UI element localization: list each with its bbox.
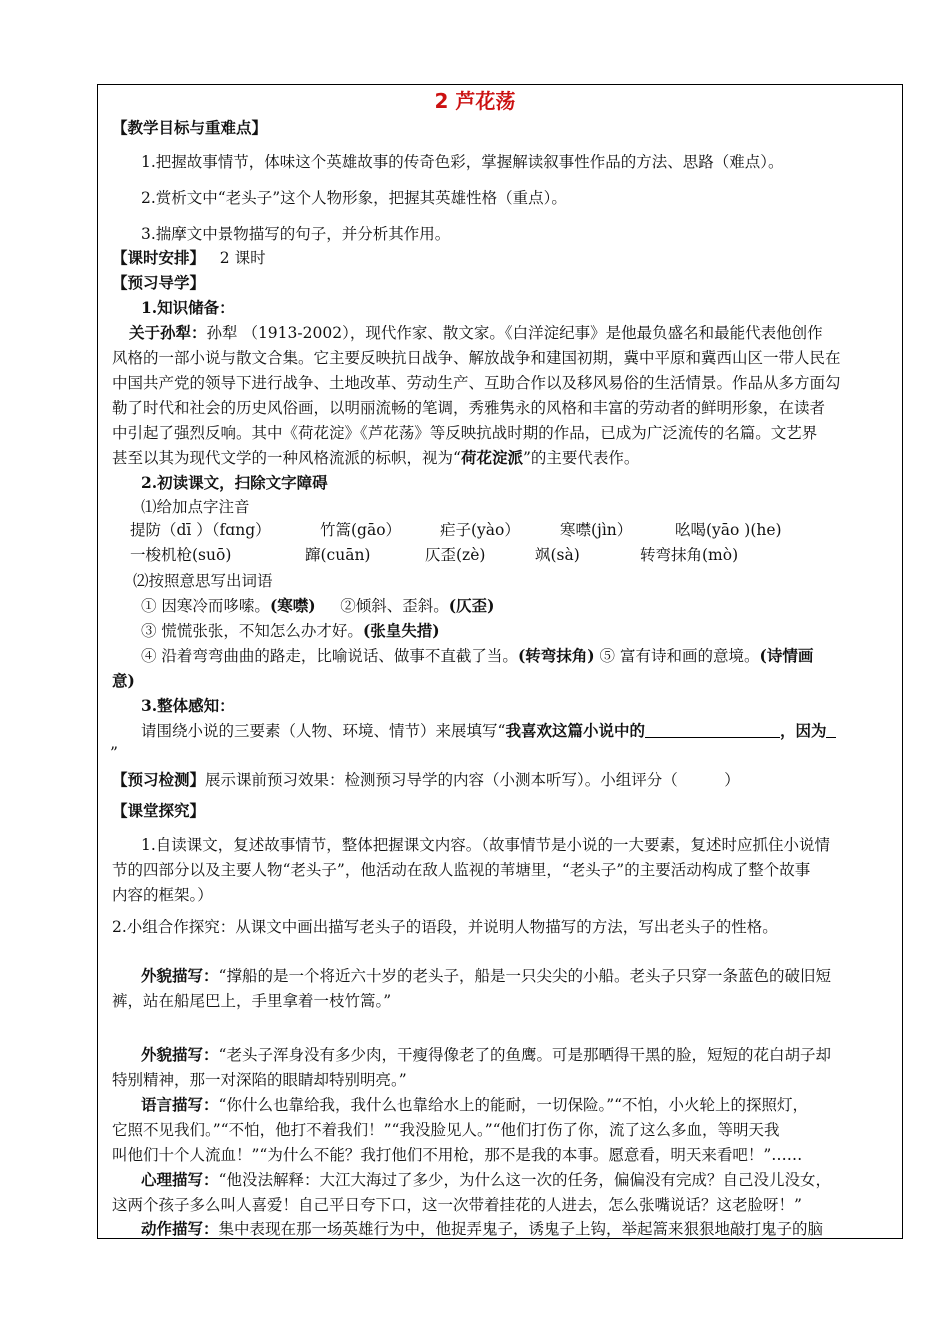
word1-answer: (寒噤) — [269, 596, 316, 615]
knowledge-title: 1.知识储备： — [141, 298, 235, 317]
phonetic-title: ⑴给加点字注音 — [141, 498, 250, 516]
author-last-bold: 荷花淀派 — [460, 448, 523, 467]
desc3-text-1: “你什么也靠给我，我什么也靠给水上的能耐，一切保险。”“不怕，小火轮上的探照灯， — [218, 1096, 809, 1114]
desc3-line3: 叫他们十个人流血！”“为什么不能？我打他们不用枪，那不是我的本事。愿意看，明天来看吧！”…… — [112, 1146, 803, 1164]
desc1-line2: 裤，站在船尾巴上，手里拿着一枝竹篙。” — [112, 992, 392, 1010]
blank-line[interactable] — [826, 721, 836, 738]
check-heading: 【预习检测】 — [112, 770, 206, 789]
word-line-3 — [141, 621, 440, 641]
desc1-text-1: “撑船的是一个将近六十岁的老头子，船是一只尖尖的小船。老头子只穿一条蓝色的破旧短 — [218, 967, 831, 985]
word4-question: ④ 沿着弯弯曲曲的路走，比喻说话、做事不直截了当。 — [141, 647, 518, 665]
word3-answer: (张皇失措) — [362, 621, 440, 640]
overall-pre: 请围绕小说的三要素（人物、环境、情节）来展填写“ — [141, 722, 506, 740]
schedule-value: 2 课时 — [219, 249, 266, 267]
overall-bold-2: ，因为 — [779, 721, 827, 740]
words-title: ⑵按照意思写出词语 — [133, 572, 273, 590]
phonetic-item: 转弯抹角(mò) — [640, 546, 739, 564]
goal-item-2: 2.赏析文中“老头子”这个人物形象，把握其英雄性格（重点）。 — [141, 189, 567, 207]
phonetic-item: 竹篙(gāo） — [320, 521, 402, 539]
explore-heading: 【课堂探究】 — [112, 801, 206, 820]
author-last-post: ”的主要代表作。 — [522, 449, 640, 467]
word-line-4 — [141, 646, 813, 666]
explore-item1-line1: 1.自读课文，复述故事情节，整体把握课文内容。（故事情节是小说的一大要素，复述时应抓住小说情 — [141, 836, 831, 854]
word2-answer: (仄歪) — [448, 596, 495, 615]
desc4-line1 — [141, 1170, 831, 1190]
overall-title: 3.整体感知： — [141, 696, 235, 715]
author-last-pre: 甚至以其为现代文学的一种风格流派的标帜，视为“ — [112, 449, 461, 467]
word5-answer-part1: (诗情画 — [759, 646, 814, 665]
desc5-label: 动作描写： — [141, 1219, 219, 1238]
check-text: 展示课前预习效果：检测预习导学的内容（小测本听写）。小组评分（ ） — [205, 771, 740, 789]
schedule-line — [112, 248, 266, 268]
phonetic-item: 提防（dī ）（fɑng） — [130, 521, 271, 539]
word5-question: ⑤ 富有诗和画的意境。 — [599, 647, 760, 665]
overall-bold-1: 我喜欢这篇小说中的 — [505, 721, 645, 740]
phonetic-item: 寒噤(jìn） — [560, 521, 633, 539]
phonetic-item: 吆喝(yāo )(he) — [675, 521, 782, 539]
overall-line — [141, 721, 836, 741]
desc2-label: 外貌描写： — [141, 1045, 219, 1064]
phonetic-item: 仄歪(zè) — [425, 546, 486, 564]
desc5-line1 — [141, 1219, 823, 1239]
goals-heading: 【教学目标与重难点】 — [112, 118, 268, 137]
author-line-6 — [112, 448, 639, 468]
word2-question: ②倾斜、歪斜。 — [340, 597, 449, 615]
word-line-1 — [141, 596, 494, 616]
author-line-4: 勒了时代和社会的历史风俗画，以明丽流畅的笔调，秀雅隽永的风格和丰富的劳动者的鲜明形象，在读者 — [112, 399, 826, 417]
desc5-text: 集中表现在那一场英雄行为中，他捉弄鬼子，诱鬼子上钩，举起篙来狠狠地敲打鬼子的脑 — [218, 1220, 824, 1238]
desc1-label: 外貌描写： — [141, 966, 219, 985]
phonetic-item: 一梭机枪(suō) — [130, 546, 232, 564]
phonetic-row-1 — [130, 520, 782, 540]
overall-end: ” — [110, 744, 118, 762]
desc3-label: 语言描写： — [141, 1095, 219, 1114]
word1-question: ① 因寒冷而哆嗦。 — [141, 597, 270, 615]
phonetic-item: 蹿(cuān) — [305, 546, 371, 564]
word5-answer-part2: 意) — [112, 671, 135, 690]
phonetic-item: 飒(sà) — [535, 546, 580, 564]
explore-item2: 2.小组合作探究：从课文中画出描写老头子的语段，并说明人物描写的方法，写出老头子的性格。 — [112, 918, 778, 936]
word4-answer: (转弯抹角) — [517, 646, 595, 665]
desc4-line2: 这两个孩子多么叫人喜爱！自己平日夸下口，这一次带着挂花的人进去，怎么张嘴说话？这老脸呀！” — [112, 1196, 802, 1214]
goal-item-1: 1.把握故事情节，体味这个英雄故事的传奇色彩，掌握解读叙事性作品的方法、思路（难点）。 — [141, 153, 784, 171]
desc2-line1 — [141, 1045, 831, 1065]
author-line-5: 中引起了强烈反响。其中《荷花淀》《芦花荡》等反映抗战时期的作品，已成为广泛流传的名篇。文艺界 — [112, 424, 818, 442]
author-line-2: 风格的一部小说与散文合集。它主要反映抗日战争、解放战争和建国初期，冀中平原和冀西山区一带人民在 — [112, 349, 841, 367]
explore-item1-line2: 节的四部分以及主要人物“老头子”，他活动在敌人监视的苇塘里，“老头子”的主要活动构成了整个故事 — [112, 861, 811, 879]
desc1-line1 — [141, 966, 831, 986]
check-line — [112, 770, 740, 790]
word3-question: ③ 慌慌张张，不知怎么办才好。 — [141, 622, 363, 640]
author-text-1: 孙犁 （1913-2002），现代作家、散文家。《白洋淀纪事》是他最负盛名和最能代表他创作 — [206, 324, 823, 342]
author-line-3: 中国共产党的领导下进行战争、土地改革、劳动生产、互助合作以及移风易俗的生活情景。作品从多方面勾 — [112, 374, 841, 392]
desc3-line2: 它照不见我们。”“不怕，他打不着我们！”“我没脸见人。”“他们打伤了你，流了这么多血，等明天我 — [112, 1121, 780, 1139]
author-line-1 — [129, 323, 823, 343]
reading-title: 2.初读课文，扫除文字障碍 — [141, 473, 328, 492]
author-label: 关于孙犁： — [129, 323, 207, 342]
desc2-text-1: “老头子浑身没有多少肉，干瘦得像老了的鱼鹰。可是那晒得干黑的脸，短短的花白胡子却 — [218, 1046, 831, 1064]
desc2-line2: 特别精神，那一对深陷的眼睛却特别明亮。” — [112, 1071, 407, 1089]
phonetic-item: 疟子(yào） — [440, 521, 520, 539]
preview-heading: 【预习导学】 — [112, 273, 206, 292]
explore-item1-line3: 内容的框架。） — [112, 886, 213, 904]
schedule-heading: 【课时安排】 — [112, 248, 206, 267]
blank-line[interactable] — [645, 721, 780, 738]
desc4-text-1: “他没法解释：大江大海过了多少，为什么这一次的任务，偏偏没有完成？自己没儿没女， — [218, 1171, 831, 1189]
desc4-label: 心理描写： — [141, 1170, 219, 1189]
page-title: 2 芦花荡 — [434, 89, 516, 113]
phonetic-row-2 — [130, 545, 738, 565]
desc3-line1 — [141, 1095, 808, 1115]
goal-item-3: 3.揣摩文中景物描写的句子，并分析其作用。 — [141, 225, 451, 243]
